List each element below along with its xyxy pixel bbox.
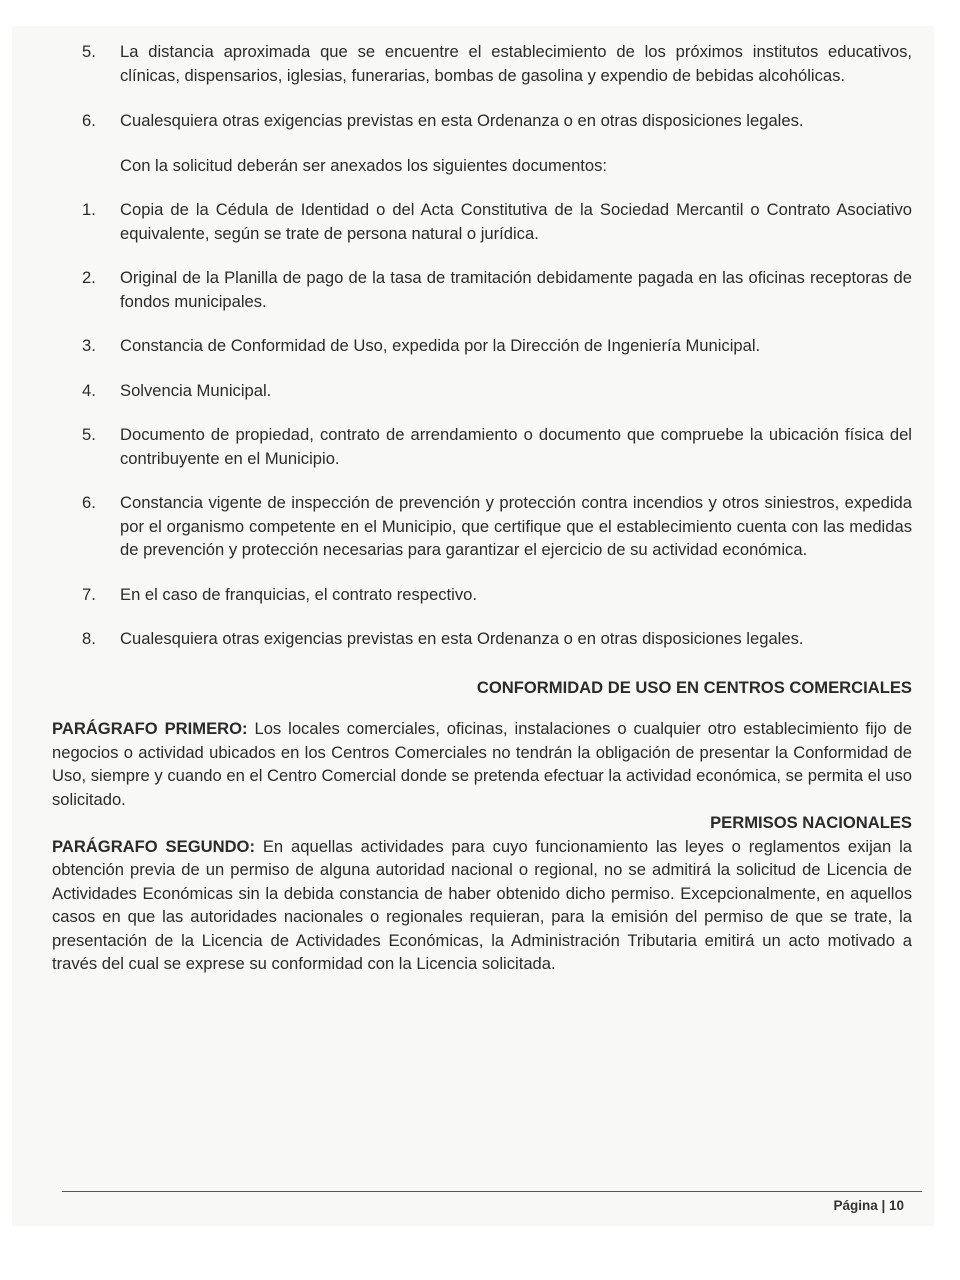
- list-item: [52, 491, 912, 562]
- list-item: [52, 109, 912, 133]
- list-text: Constancia de Conformidad de Uso, expedida por la Dirección de Ingeniería Municipal.: [120, 336, 761, 355]
- list-item: [52, 423, 912, 470]
- document-page: [12, 26, 934, 1226]
- list-item: [52, 334, 912, 358]
- list-text: Solvencia Municipal.: [120, 380, 272, 400]
- list-text: Constancia vigente de inspección de prevención y protección contra incendios y otros siniestros, expedida por el organismo competente en el Municipio, que certifique que el establecimiento cuenta con las medidas de prevención y protección necesarias para garantizar el ejercicio de su actividad económica.: [120, 493, 912, 559]
- list-number: 1.: [82, 200, 96, 219]
- list-item: [52, 627, 912, 651]
- page-number: Página | 10: [833, 1198, 904, 1213]
- list-text: En el caso de franquicias, el contrato respectivo.: [120, 584, 477, 604]
- list-number: 4.: [82, 380, 96, 400]
- list-text: Cualesquiera otras exigencias previstas en esta Ordenanza o en otras disposiciones legales.: [120, 629, 804, 648]
- section-heading: PERMISOS NACIONALES: [710, 813, 912, 832]
- page-content: [52, 40, 912, 976]
- list-item: [52, 198, 912, 245]
- paragraph-segundo: [52, 835, 912, 976]
- paragraph-label: PARÁGRAFO SEGUNDO:: [52, 836, 255, 856]
- list-text: Cualesquiera otras exigencias previstas en esta Ordenanza o en otras disposiciones legales.: [120, 111, 804, 130]
- list-number: 5.: [82, 42, 96, 61]
- list-text: La distancia aproximada que se encuentre el establecimiento de los próximos institutos educativos, clínicas, dispensarios, iglesias, funerarias, bombas de gasolina y expendio de bebidas alcohólicas.: [120, 42, 912, 85]
- paragraph-text: Los locales comerciales, oficinas, instalaciones o cualquier otro establecimiento fijo de negocios o actividad ubicados en los Centros Comerciales no tendrán la obligación de presentar la Conformidad de Uso, siempre y cuando en el Centro Comercial donde se pretenda efectuar la actividad económica, se permita el uso solicitado.: [52, 719, 912, 809]
- list-item: [52, 583, 912, 607]
- list-text: Documento de propiedad, contrato de arrendamiento o documento que compruebe la ubicación física del contribuyente en el Municipio.: [120, 425, 912, 468]
- section-heading: CONFORMIDAD DE USO EN CENTROS COMERCIALES: [476, 677, 912, 697]
- list-item: [52, 40, 912, 87]
- paragraph-text: En aquellas actividades para cuyo funcionamiento las leyes o reglamentos exijan la obtención previa de un permiso de alguna autoridad nacional o regional, no se admitirá la solicitud de Licencia de Actividades Económicas sin la debida constancia de haber obtenido dicho permiso. Excepcionalmente, en aquellos casos en que las autoridades nacionales o regionales requieran, para la emisión del permiso de que se trate, la presentación de la Licencia de Actividades Económicas, la Administración Tributaria emitirá un acto motivado a través del cual se exprese su conformidad con la Licencia solicitada.: [52, 836, 912, 973]
- list-number: 3.: [82, 336, 96, 355]
- list-number: 8.: [82, 629, 96, 648]
- list-number: 6.: [82, 493, 96, 512]
- list-number: 5.: [82, 425, 96, 444]
- footer-divider: [62, 1191, 922, 1192]
- list-text: Copia de la Cédula de Identidad o del Acta Constitutiva de la Sociedad Mercantil o Contrato Asociativo equivalente, según se trate de persona natural o jurídica.: [120, 200, 912, 243]
- list-number: 6.: [82, 111, 96, 130]
- list-text: Original de la Planilla de pago de la tasa de tramitación debidamente pagada en las oficinas receptoras de fondos municipales.: [120, 268, 912, 311]
- intro-text: Con la solicitud deberán ser anexados los siguientes documentos:: [120, 155, 608, 175]
- paragraph-label: PARÁGRAFO PRIMERO:: [52, 719, 248, 738]
- list-number: 7.: [82, 584, 96, 604]
- paragraph-primero: [52, 717, 912, 811]
- list-number: 2.: [82, 268, 96, 287]
- list-item: [52, 379, 912, 403]
- list-item: [52, 266, 912, 313]
